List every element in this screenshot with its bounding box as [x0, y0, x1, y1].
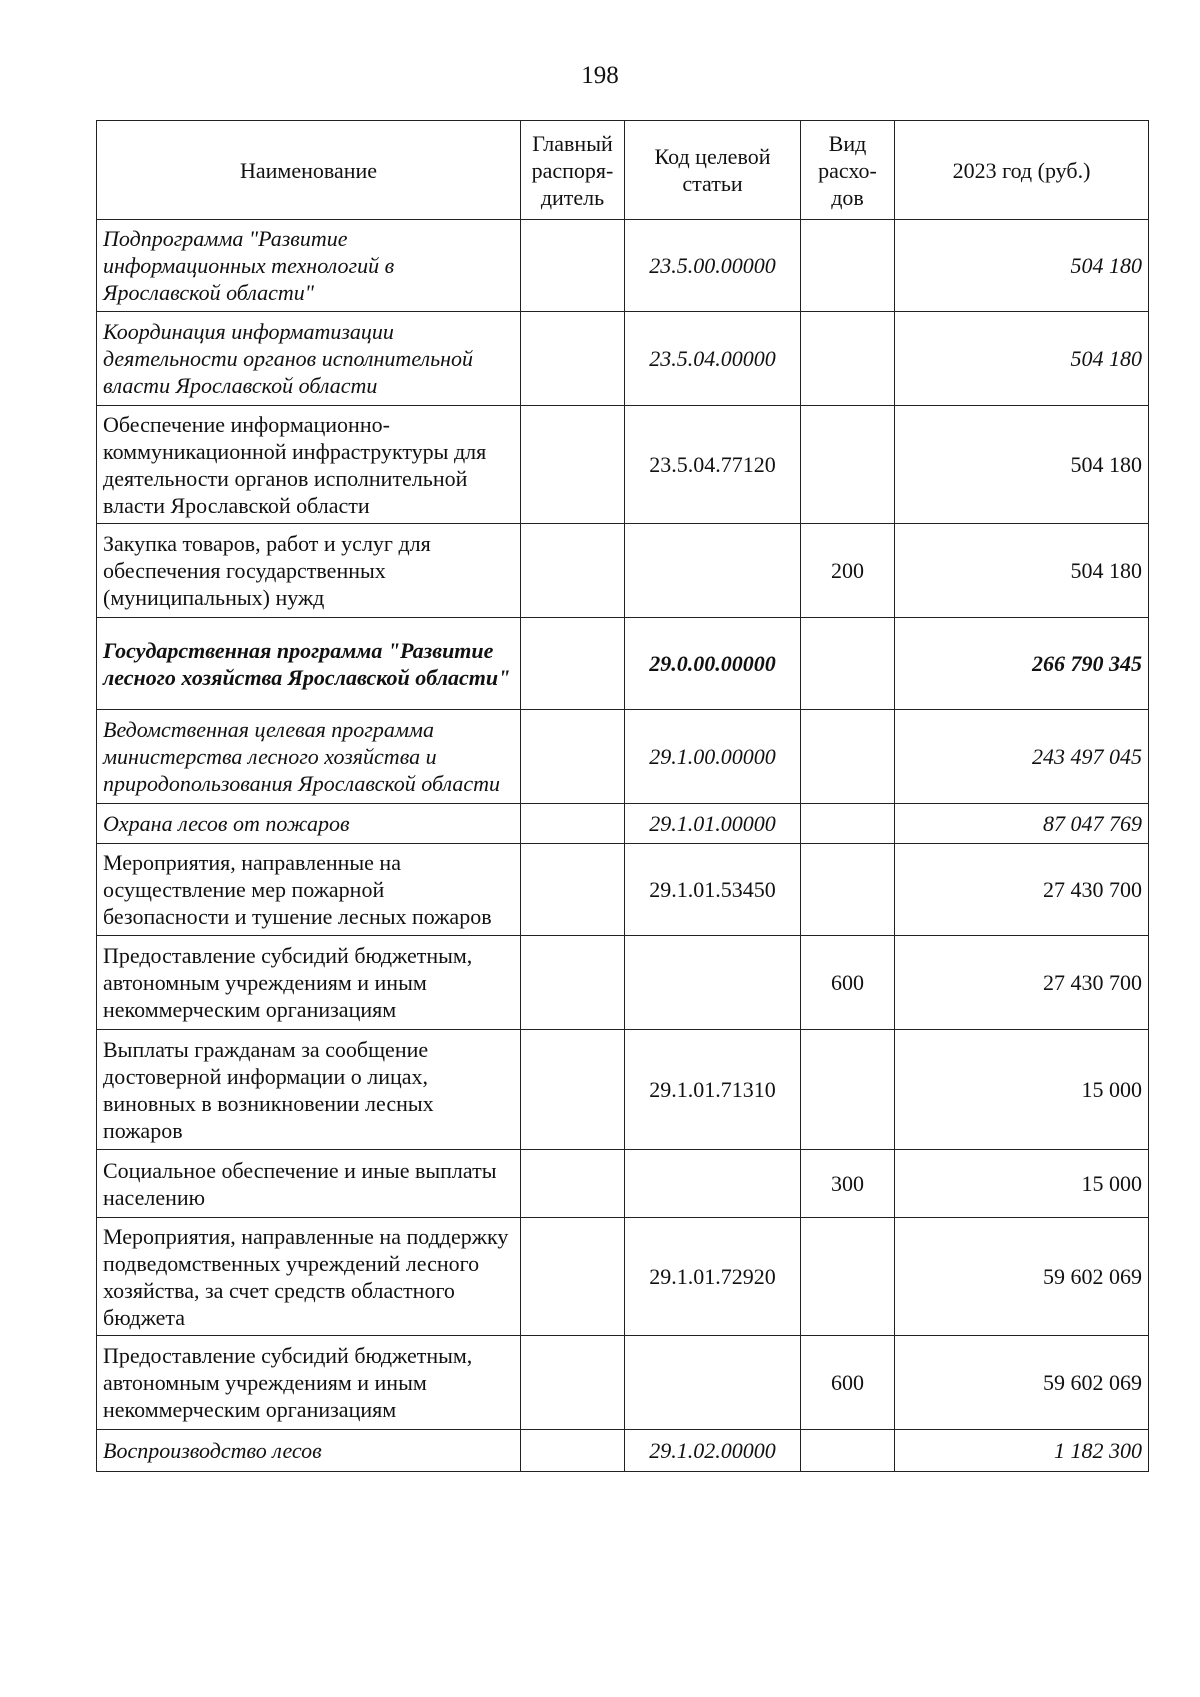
row-amount-cell: 27 430 700: [895, 936, 1149, 1030]
row-amount-cell: 243 497 045: [895, 710, 1149, 804]
table-row: [97, 1030, 1149, 1150]
row-amount-cell: 15 000: [895, 1150, 1149, 1218]
row-amount-cell: 504 180: [895, 220, 1149, 312]
row-expense-type-cell: [801, 844, 895, 936]
row-main-manager-cell: [521, 1030, 625, 1150]
row-expense-type-cell: 600: [801, 1336, 895, 1430]
table-body: [97, 220, 1149, 1472]
row-expense-type-cell: [801, 618, 895, 710]
table-header-row: [97, 121, 1149, 220]
table-row: [97, 1218, 1149, 1336]
row-amount-cell: 504 180: [895, 312, 1149, 406]
table-row: [97, 406, 1149, 524]
row-main-manager-cell: [521, 220, 625, 312]
row-target-code-cell: [625, 524, 801, 618]
row-main-manager-cell: [521, 1218, 625, 1336]
row-main-manager-cell: [521, 710, 625, 804]
table-row: [97, 936, 1149, 1030]
row-main-manager-cell: [521, 312, 625, 406]
table-row: [97, 710, 1149, 804]
table-row: [97, 618, 1149, 710]
row-main-manager-cell: [521, 1336, 625, 1430]
row-expense-type-cell: [801, 406, 895, 524]
row-expense-type-cell: [801, 1430, 895, 1472]
row-amount-cell: 87 047 769: [895, 804, 1149, 844]
row-amount-cell: 1 182 300: [895, 1430, 1149, 1472]
row-expense-type-cell: [801, 220, 895, 312]
table-row: [97, 804, 1149, 844]
row-main-manager-cell: [521, 406, 625, 524]
header-name: Наименование: [97, 121, 521, 220]
row-expense-type-cell: 200: [801, 524, 895, 618]
row-amount-cell: 504 180: [895, 406, 1149, 524]
row-target-code-cell: 29.0.00.00000: [625, 618, 801, 710]
row-main-manager-cell: [521, 618, 625, 710]
row-expense-type-cell: [801, 1030, 895, 1150]
row-amount-cell: 27 430 700: [895, 844, 1149, 936]
row-target-code-cell: [625, 936, 801, 1030]
row-target-code-cell: 29.1.01.53450: [625, 844, 801, 936]
header-main-manager: Главный распоря-дитель: [521, 121, 625, 220]
row-amount-cell: 59 602 069: [895, 1218, 1149, 1336]
table-row: [97, 312, 1149, 406]
row-name-cell: Охрана лесов от пожаров: [97, 804, 521, 844]
table-row: [97, 844, 1149, 936]
row-name-cell: Подпрограмма "Развитие информационных технологий в Ярославской области": [97, 220, 521, 312]
row-expense-type-cell: 300: [801, 1150, 895, 1218]
row-name-cell: Координация информатизации деятельности органов исполнительной власти Ярославской области: [97, 312, 521, 406]
row-main-manager-cell: [521, 1150, 625, 1218]
header-year: 2023 год (руб.): [895, 121, 1149, 220]
table-row: [97, 524, 1149, 618]
row-main-manager-cell: [521, 1430, 625, 1472]
row-amount-cell: 266 790 345: [895, 618, 1149, 710]
row-name-cell: Воспроизводство лесов: [97, 1430, 521, 1472]
row-name-cell: Выплаты гражданам за сообщение достоверной информации о лицах, виновных в возникновении лесных пожаров: [97, 1030, 521, 1150]
row-target-code-cell: 23.5.04.77120: [625, 406, 801, 524]
header-expense-type: Вид расхо-дов: [801, 121, 895, 220]
row-target-code-cell: 29.1.01.71310: [625, 1030, 801, 1150]
row-main-manager-cell: [521, 936, 625, 1030]
table-row: [97, 1150, 1149, 1218]
row-name-cell: Мероприятия, направленные на осуществление мер пожарной безопасности и тушение лесных пожаров: [97, 844, 521, 936]
row-target-code-cell: 29.1.01.00000: [625, 804, 801, 844]
row-expense-type-cell: [801, 312, 895, 406]
row-expense-type-cell: 600: [801, 936, 895, 1030]
table-row: [97, 1430, 1149, 1472]
row-target-code-cell: 29.1.00.00000: [625, 710, 801, 804]
page-number: 198: [581, 62, 619, 89]
row-name-cell: Обеспечение информационно-коммуникационной инфраструктуры для деятельности органов исполнительной власти Ярославской области: [97, 406, 521, 524]
row-name-cell: Ведомственная целевая программа министерства лесного хозяйства и природопользования Ярославской области: [97, 710, 521, 804]
row-target-code-cell: 23.5.04.00000: [625, 312, 801, 406]
header-target-code: Код целевой статьи: [625, 121, 801, 220]
row-target-code-cell: [625, 1150, 801, 1218]
budget-table: [96, 120, 1149, 1472]
row-main-manager-cell: [521, 524, 625, 618]
row-amount-cell: 59 602 069: [895, 1336, 1149, 1430]
row-expense-type-cell: [801, 1218, 895, 1336]
table-row: [97, 220, 1149, 312]
row-name-cell: Мероприятия, направленные на поддержку подведомственных учреждений лесного хозяйства, за счет средств областного бюджета: [97, 1218, 521, 1336]
row-name-cell: Социальное обеспечение и иные выплаты населению: [97, 1150, 521, 1218]
row-target-code-cell: [625, 1336, 801, 1430]
row-target-code-cell: 29.1.01.72920: [625, 1218, 801, 1336]
row-name-cell: Государственная программа "Развитие лесного хозяйства Ярославской области": [97, 618, 521, 710]
table-row: [97, 1336, 1149, 1430]
row-name-cell: Предоставление субсидий бюджетным, автономным учреждениям и иным некоммерческим организациям: [97, 1336, 521, 1430]
row-main-manager-cell: [521, 804, 625, 844]
row-target-code-cell: 23.5.00.00000: [625, 220, 801, 312]
row-main-manager-cell: [521, 844, 625, 936]
row-amount-cell: 504 180: [895, 524, 1149, 618]
row-expense-type-cell: [801, 804, 895, 844]
row-name-cell: Предоставление субсидий бюджетным, автономным учреждениям и иным некоммерческим организациям: [97, 936, 521, 1030]
row-amount-cell: 15 000: [895, 1030, 1149, 1150]
row-expense-type-cell: [801, 710, 895, 804]
row-target-code-cell: 29.1.02.00000: [625, 1430, 801, 1472]
row-name-cell: Закупка товаров, работ и услуг для обеспечения государственных (муниципальных) нужд: [97, 524, 521, 618]
